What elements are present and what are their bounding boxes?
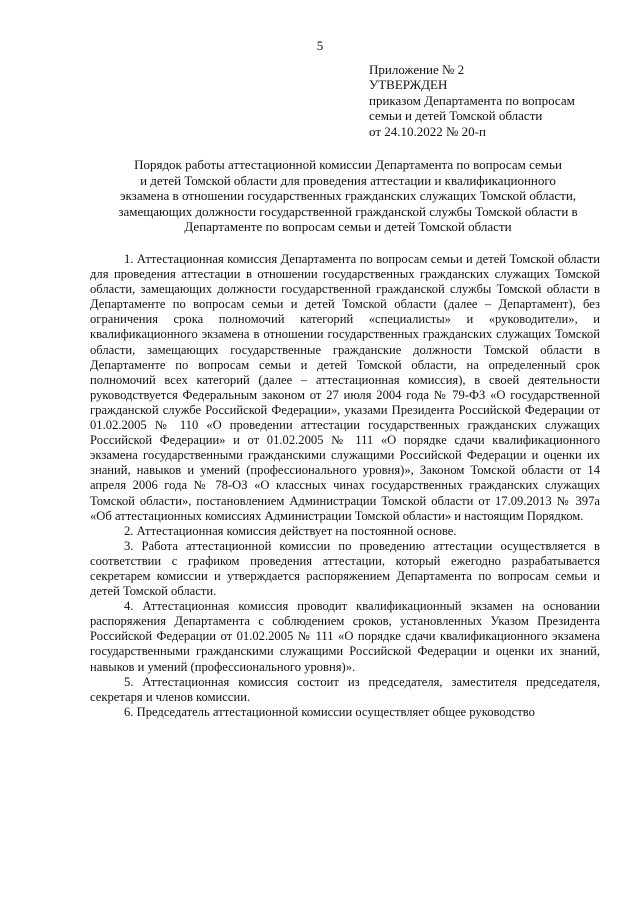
title-line: замещающих должности государственной гражданской службы Томской области в [118,203,578,219]
title-line: Порядок работы аттестационной комиссии Департамента по вопросам семьи [134,157,562,172]
approval-order-line: приказом Департамента по вопросам [369,92,575,108]
title-line: экзамена в отношении государственных гражданских служащих Томской области, [119,188,577,204]
document-title [92,157,604,235]
document-body [90,252,600,720]
paragraph-5: 5. Аттестационная комиссия состоит из председателя, заместителя председателя, секретаря и членов комиссии. [90,674,600,704]
paragraph-3: 3. Работа аттестационной комиссии по проведению аттестации осуществляется в соответствии с графиком проведения аттестации, который ежегодно разрабатывается секретарем комиссии и утверждается распоряжением Департамента по вопросам семьи и детей Томской области. [90,538,600,599]
approval-approved-line: УТВЕРЖДЕН [369,77,448,93]
approval-date-line: от 24.10.2022 № 20-п [369,123,486,139]
paragraph-4: 4. Аттестационная комиссия проводит квалификационный экзамен на основании распоряжения Департамента с соблюдением сроков, установленных Указом Президента Российской Федерации от 01.02.2005 № 111 «О порядке сдачи квалификационного экзамена государственными гражданскими служащими Российской Федерации и оценки их знаний, навыков и умений (профессионального уровня)». [90,599,600,674]
approval-appendix-line: Приложение № 2 [369,62,465,77]
approval-stamp-block [369,62,619,139]
paragraph-6: 6. Председатель аттестационной комиссии осуществляет общее руководство [124,704,535,719]
paragraph-1: 1. Аттестационная комиссия Департамента по вопросам семьи и детей Томской области для проведения аттестации в отношении государственных гражданских служащих Томской области, замещающих должности государственной гражданской службы Томской области в Департаменте по вопросам семьи и детей Томской области (далее – Департамент), без ограничения срока полномочий категорий «специалисты» и «руководители», и квалификационного экзамена в отношении государственных гражданских служащих Томской области, замещающих государственные гражданские должности Томской области в Департаменте по вопросам семьи и детей Томской области, на определенный срок полномочий всех категорий (далее – аттестационная комиссия), в своей деятельности руководствуется Федеральным законом от 27 июля 2004 года № 79-ФЗ «О государственной гражданской службе Российской Федерации», указами Президента Российской Федерации от 01.02.2005 № 110 «О проведении аттестации государственных гражданских служащих Российской Федерации» и от 01.02.2005 № 111 «О порядке сдачи квалификационного экзамена государственными гражданскими служащими Российской Федерации и оценки их знаний, навыков и умений (профессионального уровня)», Законом Томской области от 14 апреля 2006 года № 78-ОЗ «О классных чинах государственных гражданских служащих Томской области», постановлением Администрации Томской области от 17.09.2013 № 397а «Об аттестационных комиссиях Администрации Томской области» и настоящим Порядком. [90,252,600,523]
approval-department-line: семьи и детей Томской области [369,108,543,124]
page-number: 5 [316,38,324,53]
title-line: и детей Томской области для проведения аттестации и квалификационного [140,172,556,188]
title-line: Департаменте по вопросам семьи и детей Томской области [184,219,512,235]
paragraph-2: 2. Аттестационная комиссия действует на постоянной основе. [124,523,457,538]
